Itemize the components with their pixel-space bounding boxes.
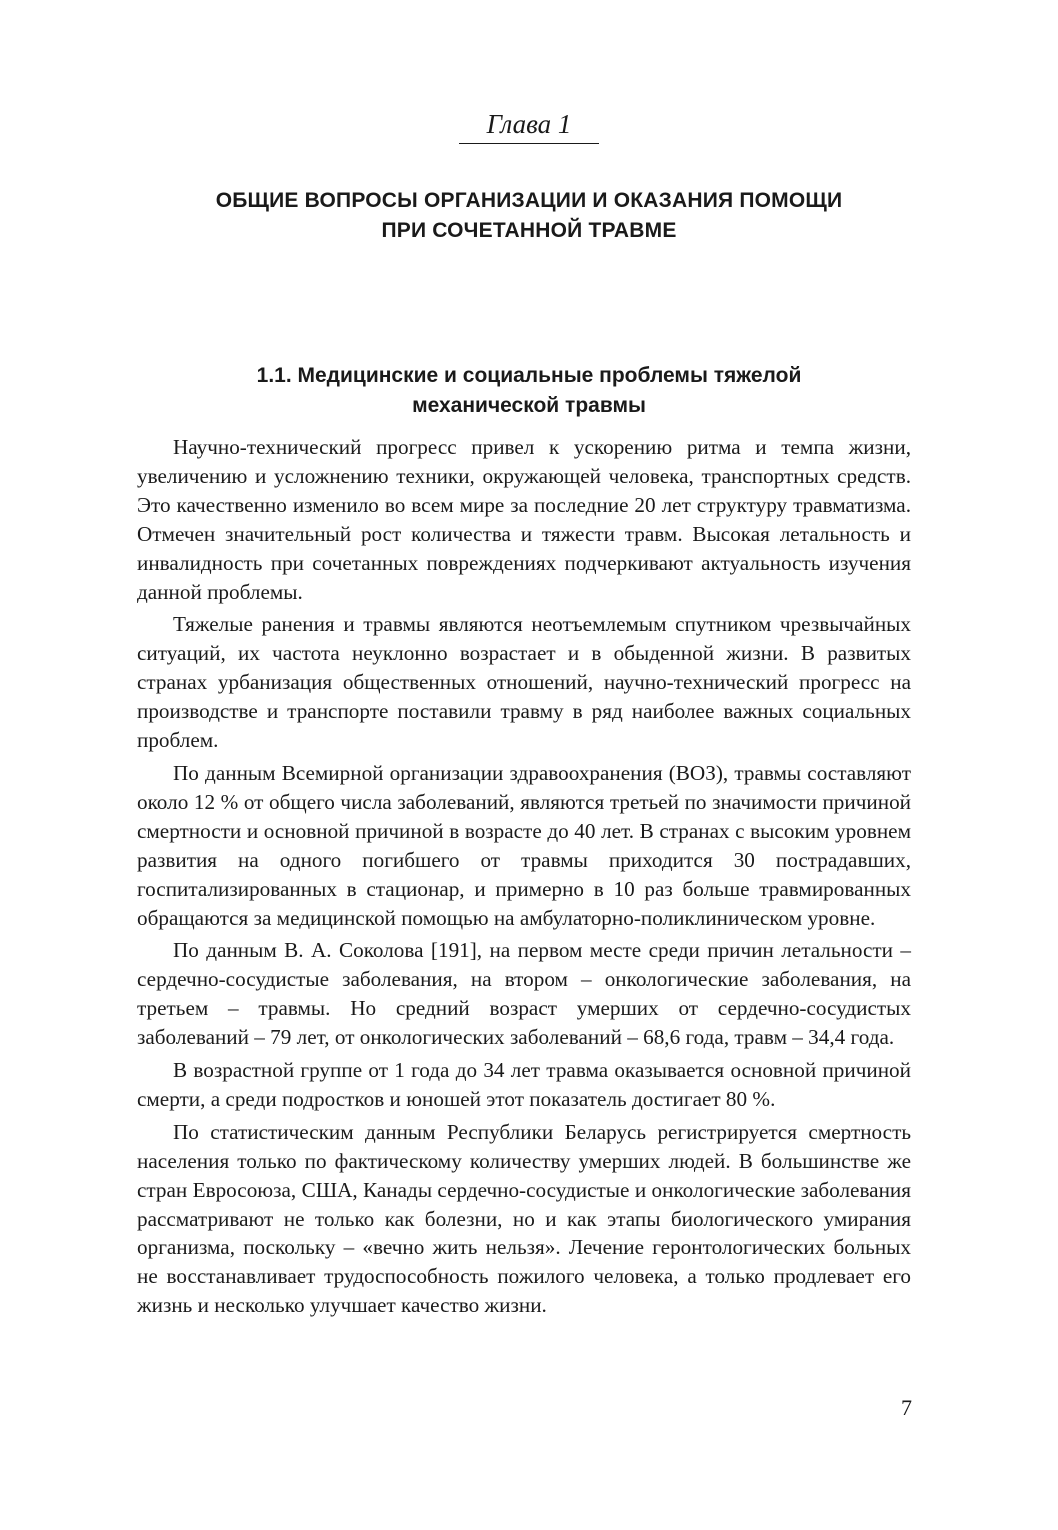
page-number: 7	[901, 1395, 912, 1420]
paragraph: Научно-технический прогресс привел к ускорению ритма и темпа жизни, увеличению и усложнению техники, окружающей человека, транспортных средств. Это качественно изменило во всем мире за последние 20 лет структуру травматизма. Отмечен значительный рост количества и тяжести травм. Высокая летальность и инвалидность при сочетанных повреждениях подчеркивают актуальность изучения данной проблемы.	[137, 435, 911, 604]
chapter-title-line: ОБЩИЕ ВОПРОСЫ ОРГАНИЗАЦИИ И ОКАЗАНИЯ ПОМОЩИ	[215, 189, 843, 212]
paragraph: По данным В. А. Соколова [191], на первом месте среди причин летальности – сердечно-сосудистые заболевания, на втором – онкологические заболевания, на третьем – травмы. Но средний возраст умерших от сердечно-сосудистых заболеваний – 79 лет, от онкологических заболеваний – 68,6 года, травм – 34,4 года.	[137, 938, 911, 1050]
section-title-line: 1.1. Медицинские и социальные проблемы тяжелой	[256, 364, 802, 387]
section-title	[100, 361, 958, 421]
chapter-title	[100, 186, 958, 246]
body-text	[137, 433, 911, 1324]
paragraph: Тяжелые ранения и травмы являются неотъемлемым спутником чрезвычайных ситуаций, их частота неуклонно возрастает и в обыденной жизни. В развитых странах урбанизация общественных отношений, научно-технический прогресс на производстве и транспорте поставили травму в ряд наиболее важных социальных проблем.	[137, 612, 911, 753]
section-title-line: механической травмы	[412, 394, 646, 417]
chapter-label: Глава 1	[459, 108, 600, 144]
paragraph: В возрастной группе от 1 года до 34 лет травма оказывается основной причиной смерти, а среди подростков и юношей этот показатель достигает 80 %.	[137, 1058, 911, 1111]
paragraph: По данным Всемирной организации здравоохранения (ВОЗ), травмы составляют около 12 % от общего числа заболеваний, являются третьей по значимости причиной смертности и основной причиной в возрасте до 40 лет. В странах с высоким уровнем развития на одного погибшего от травмы приходится 30 пострадавших, госпитализированных в стационар, и примерно в 10 раз больше травмированных обращаются за медицинской помощью на амбулаторно-поликлиническом уровне.	[137, 760, 911, 930]
chapter-title-line: ПРИ СОЧЕТАННОЙ ТРАВМЕ	[381, 219, 677, 242]
paragraph: По статистическим данным Республики Беларусь регистрируется смертность населения только по фактическому количеству умерших людей. В большинстве же стран Евросоюза, США, Канады сердечно-сосудистые и онкологические заболевания рассматривают не только как болезни, но и как этапы биологического умирания организма, поскольку – «вечно жить нельзя». Лечение геронтологических больных не восстанавливает трудоспособность пожилого человека, а только продлевает его жизнь и несколько улучшает качество жизни.	[137, 1119, 911, 1318]
chapter-header	[0, 108, 1058, 144]
